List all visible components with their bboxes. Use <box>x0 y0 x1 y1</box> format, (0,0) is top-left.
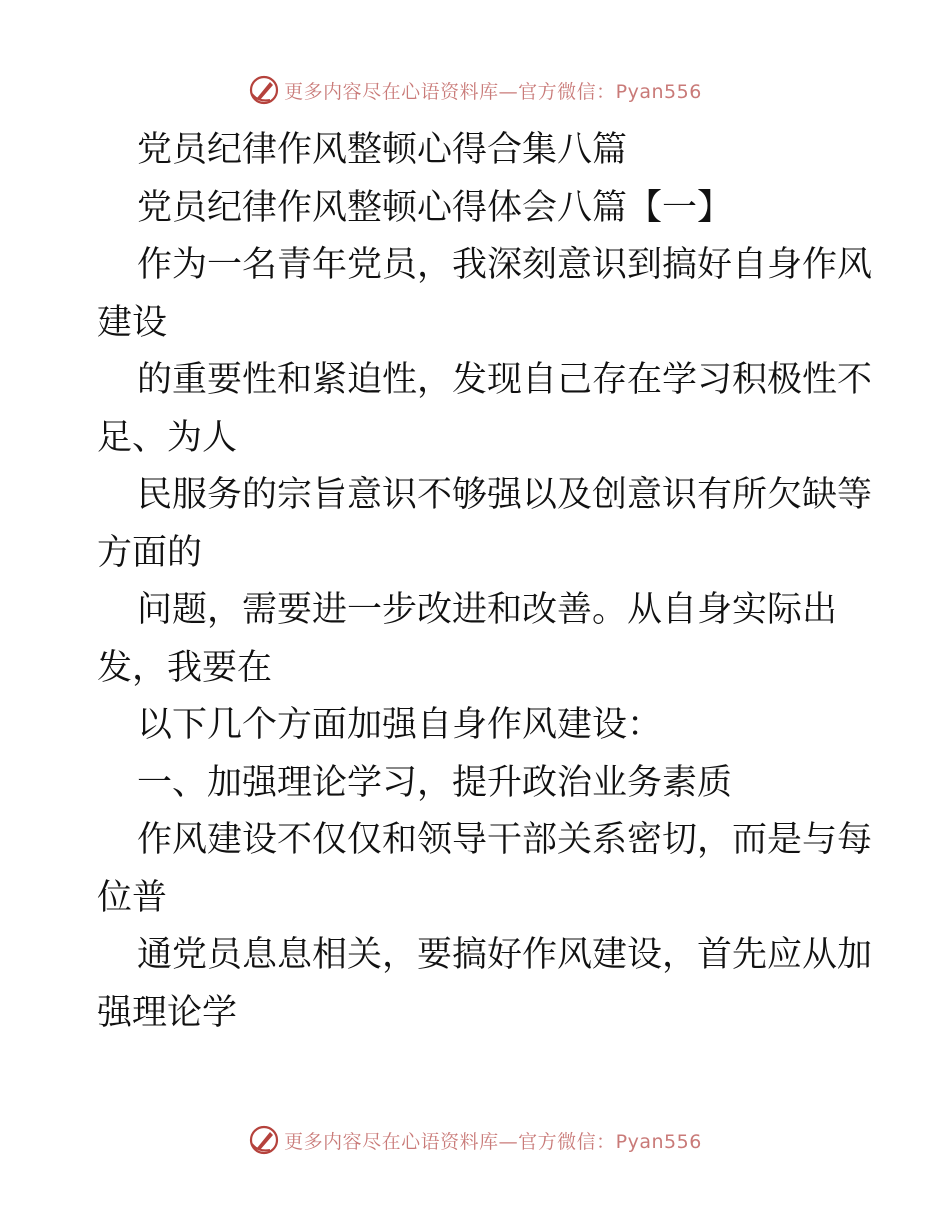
footer-watermark <box>0 1120 950 1160</box>
header-watermark <box>0 70 950 110</box>
text-line: 建设 <box>97 302 168 343</box>
text-line: 强理论学 <box>97 992 238 1033</box>
text-line: 通党员息息相关，要搞好作风建设，首先应从加 <box>137 935 873 975</box>
text-line: 作风建设不仅仅和领导干部关系密切，而是与每 <box>137 820 873 860</box>
document-body <box>97 122 873 1042</box>
text-line: 党员纪律作风整顿心得合集八篇 <box>137 130 628 170</box>
text-line: 方面的 <box>97 532 203 573</box>
text-line: 党员纪律作风整顿心得体会八篇【一】 <box>137 187 733 228</box>
text-line: 足、为人 <box>97 417 238 458</box>
pen-circle-logo-icon <box>248 74 280 106</box>
text-line: 问题，需要进一步改进和改善。从自身实际出 <box>137 590 838 630</box>
text-line: 以下几个方面加强自身作风建设： <box>137 705 663 745</box>
text-line: 作为一名青年党员，我深刻意识到搞好自身作风 <box>137 245 873 285</box>
watermark-text: 更多内容尽在心语资料库—官方微信：Pyan556 <box>284 80 702 103</box>
watermark-text: 更多内容尽在心语资料库—官方微信：Pyan556 <box>284 1130 702 1153</box>
text-line: 一、加强理论学习，提升政治业务素质 <box>137 762 733 803</box>
text-line: 位普 <box>97 877 168 918</box>
text-line: 民服务的宗旨意识不够强以及创意识有所欠缺等 <box>137 475 873 515</box>
text-line: 发，我要在 <box>97 647 273 688</box>
pen-circle-logo-icon <box>248 1124 280 1156</box>
text-line: 的重要性和紧迫性，发现自己存在学习积极性不 <box>137 360 873 400</box>
